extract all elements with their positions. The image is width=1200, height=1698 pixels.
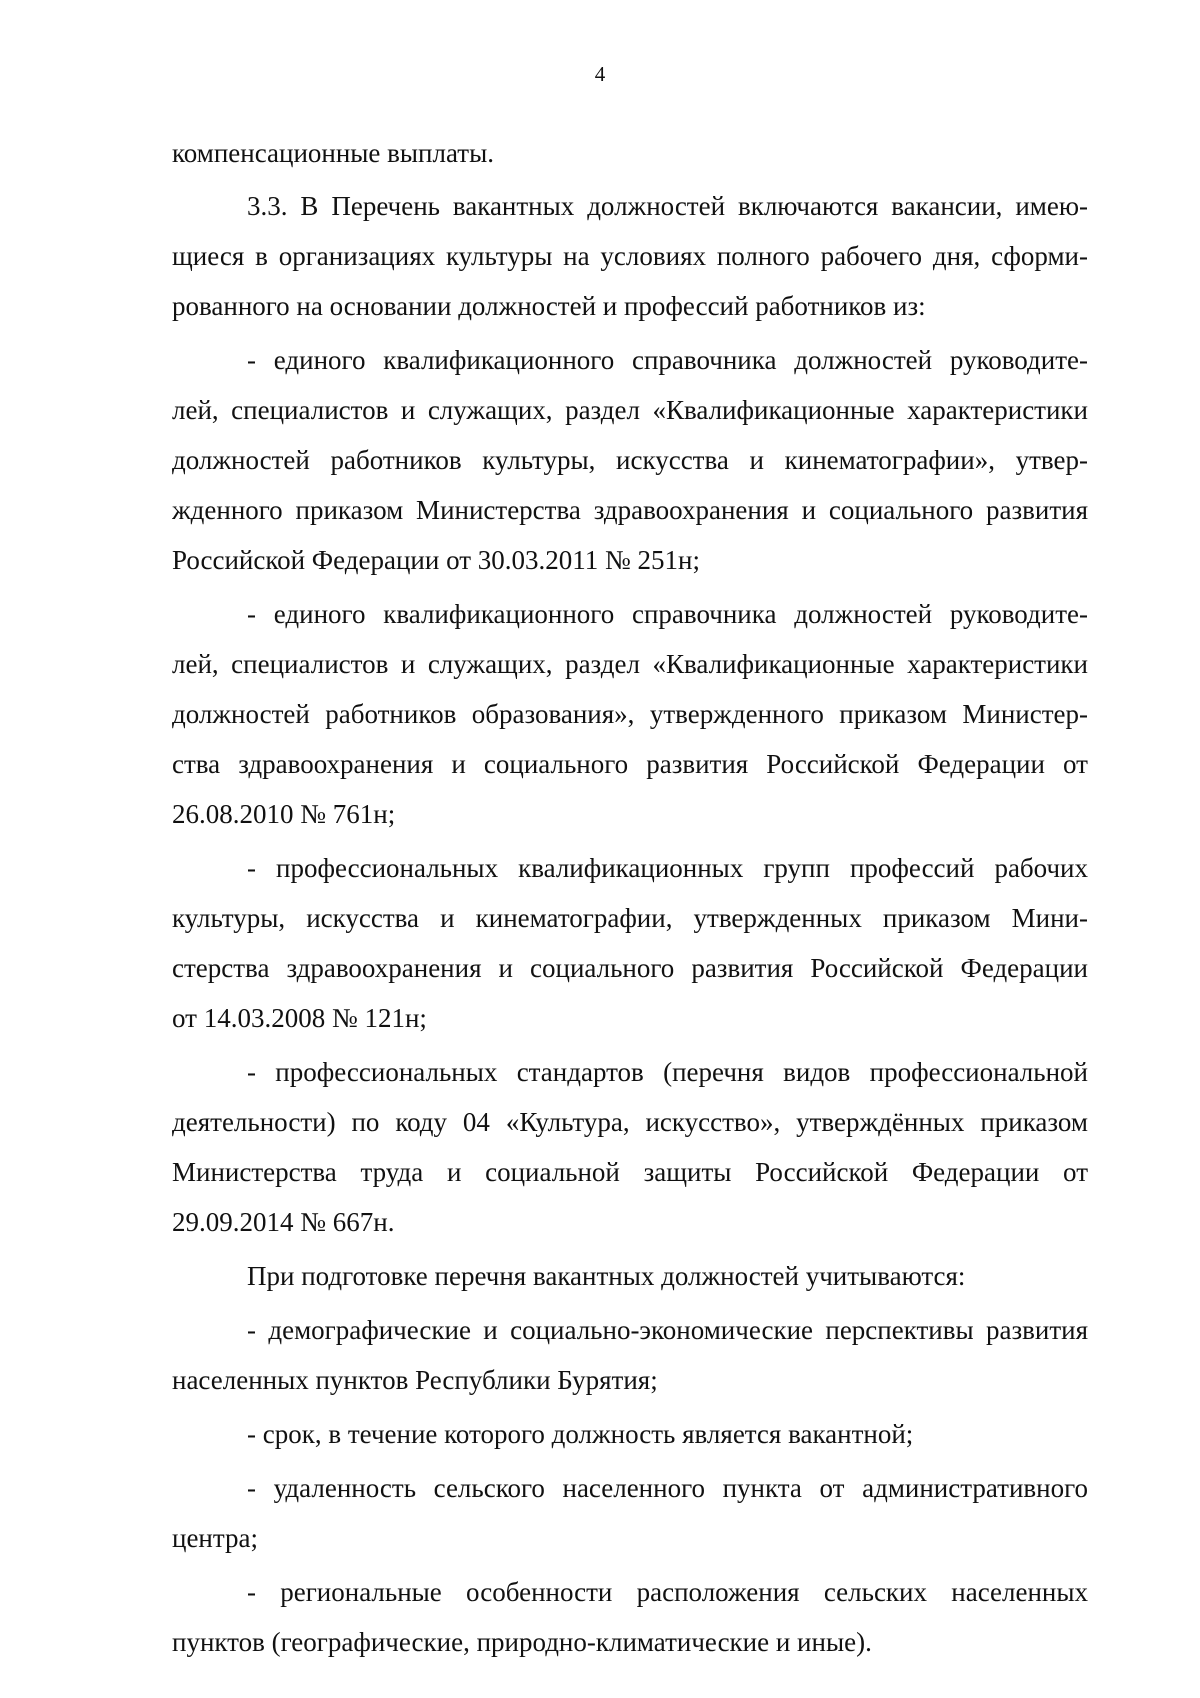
text-line: компенсационные выплаты. <box>172 138 494 168</box>
text-line: населенных пунктов Республики Бурятия; <box>172 1365 658 1395</box>
text-line: - удаленность сельского населенного пункта от административного <box>247 1473 1088 1503</box>
document-body <box>172 128 1088 1667</box>
text-line: стерства здравоохранения и социального развития Российской Федерации <box>172 953 1088 983</box>
text-line: Министерства труда и социальной защиты Российской Федерации от <box>172 1157 1088 1187</box>
text-line: - профессиональных квалификационных групп профессий рабочих <box>247 853 1088 883</box>
text-line: центра; <box>172 1523 258 1553</box>
text-line: 29.09.2014 № 667н. <box>172 1207 395 1237</box>
text-line: - профессиональных стандартов (перечня видов профессиональной <box>247 1057 1088 1087</box>
text-line: Российской Федерации от 30.03.2011 № 251н; <box>172 545 700 575</box>
text-line: - срок, в течение которого должность является вакантной; <box>247 1419 914 1449</box>
text-line: - единого квалификационного справочника должностей руководите- <box>247 599 1088 629</box>
text-line: 26.08.2010 № 761н; <box>172 799 396 829</box>
text-line: лей, специалистов и служащих, раздел «Квалификационные характеристики <box>172 649 1088 679</box>
text-line: культуры, искусства и кинематографии, утвержденных приказом Мини- <box>172 903 1088 933</box>
text-line: от 14.03.2008 № 121н; <box>172 1003 427 1033</box>
text-line: При подготовке перечня вакантных должностей учитываются: <box>247 1261 966 1291</box>
text-line: 3.3. В Перечень вакантных должностей включаются вакансии, имею- <box>247 191 1088 221</box>
text-line: - демографические и социально-экономические перспективы развития <box>247 1315 1088 1345</box>
text-line: рованного на основании должностей и профессий работников из: <box>172 291 926 321</box>
text-line: должностей работников образования», утвержденного приказом Министер- <box>172 699 1088 729</box>
text-line: лей, специалистов и служащих, раздел «Квалификационные характеристики <box>172 395 1088 425</box>
text-line: ства здравоохранения и социального развития Российской Федерации от <box>172 749 1088 779</box>
text-line: пунктов (географические, природно-климатические и иные). <box>172 1627 872 1657</box>
text-line: должностей работников культуры, искусства и кинематографии», утвер- <box>172 445 1088 475</box>
text-line: - региональные особенности расположения сельских населенных <box>247 1577 1088 1607</box>
text-line: - единого квалификационного справочника должностей руководите- <box>247 345 1088 375</box>
text-line: щиеся в организациях культуры на условиях полного рабочего дня, сформи- <box>172 241 1088 271</box>
text-line: деятельности) по коду 04 «Культура, искусство», утверждённых приказом <box>172 1107 1088 1137</box>
text-line: жденного приказом Министерства здравоохранения и социального развития <box>172 495 1088 525</box>
page-number: 4 <box>594 62 606 86</box>
